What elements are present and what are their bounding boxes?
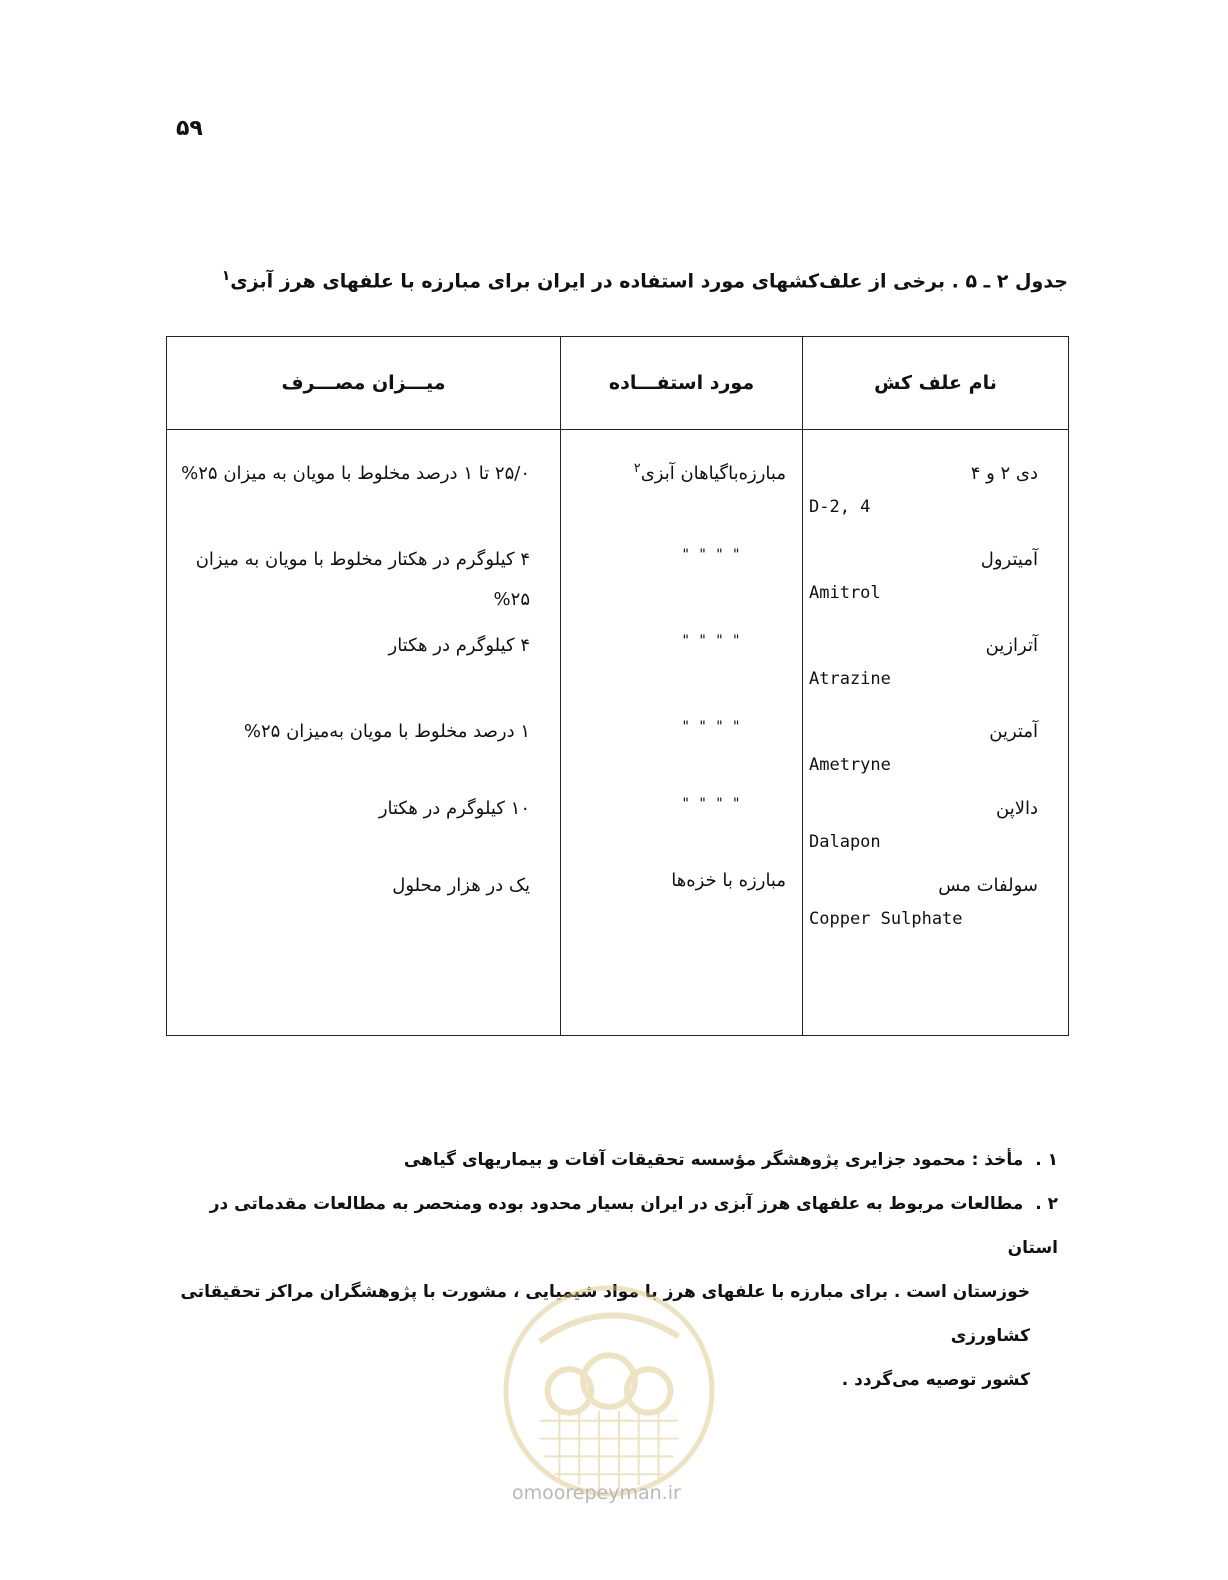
footnote-number: ۲ . xyxy=(1035,1194,1058,1214)
ditto-marks: " " " " xyxy=(681,719,741,735)
dose-text: ۴ کیلوگرم در هکتار xyxy=(388,635,530,656)
name-entry xyxy=(809,626,1038,712)
dose-text: یک در هزار محلول xyxy=(392,875,530,896)
dose-entry xyxy=(175,454,530,540)
table-header-row xyxy=(167,337,1069,430)
use-text: مبارزه با خزه‌ها xyxy=(671,870,786,891)
dose-entry xyxy=(175,712,530,789)
ditto-marks: " " " " xyxy=(681,633,741,649)
footnote-text-line: کشور توصیه می‌گردد . xyxy=(841,1370,1030,1390)
use-text: مبارزه‌باگیاهان آبزی xyxy=(640,463,786,484)
header-use: مورد استفـــادە xyxy=(561,337,803,430)
herbicide-name-fa: دالاپن xyxy=(996,798,1038,819)
footnote-text-line: مطالعات مربوط به علفهای هرز آبزی در ایران بسیار محدود بوده ومنحصر به مطالعات مقدماتی در استان xyxy=(209,1194,1058,1258)
dose-entry xyxy=(175,540,530,626)
herbicide-table xyxy=(166,336,1069,1036)
use-entry xyxy=(569,789,786,866)
herbicide-name-fa: سولفات مس xyxy=(938,875,1038,896)
use-column xyxy=(561,430,803,1036)
table-caption xyxy=(168,268,1068,292)
use-entry xyxy=(569,454,786,540)
header-dose: میـــزان مصـــرف xyxy=(167,337,561,430)
herbicide-name-en: Copper Sulphate xyxy=(809,909,963,929)
footnote-text-line: خوزستان است . برای مبارزه با علفهای هرز با مواد شیمیایی ، مشورت با پژوهشگران مراکز تحقیقاتی کشاورزی xyxy=(180,1282,1030,1346)
herbicide-name-fa: آمیترول xyxy=(980,549,1038,570)
watermark-url: omoorepeyman.ir xyxy=(512,1482,681,1504)
dose-text: ۱ درصد مخلوط با مویان به‌میزان ۲۵% xyxy=(243,721,530,742)
name-column xyxy=(803,430,1069,1036)
name-entry xyxy=(809,540,1038,626)
dose-entry xyxy=(175,866,530,952)
caption-footnote-mark: ۱ xyxy=(221,268,231,284)
name-entry xyxy=(809,712,1038,789)
dose-column xyxy=(167,430,561,1036)
herbicide-name-en: D-2, 4 xyxy=(809,497,871,517)
name-entry xyxy=(809,789,1038,866)
use-entry xyxy=(569,712,786,789)
dose-text: ۲۵/۰ تا ۱ درصد مخلوط با مویان به میزان ۲۵% xyxy=(181,463,530,484)
herbicide-name-fa: آترازین xyxy=(985,635,1038,656)
herbicide-name-en: Amitrol xyxy=(809,583,881,603)
use-entry xyxy=(569,540,786,626)
dose-text: ۱۰ کیلوگرم در هکتار xyxy=(378,798,530,819)
herbicide-name-fa: آمترین xyxy=(989,721,1038,742)
table-body xyxy=(167,430,1069,1036)
name-entry xyxy=(809,866,1038,952)
herbicide-name-fa: دی ۲ و ۴ xyxy=(970,463,1038,484)
dose-entry xyxy=(175,789,530,866)
dose-entry xyxy=(175,626,530,712)
watermark-logo xyxy=(500,1282,718,1500)
header-name: نام علف کش xyxy=(803,337,1069,430)
use-footnote-mark: ۲ xyxy=(633,461,641,476)
use-entry xyxy=(569,866,786,952)
herbicide-name-en: Dalapon xyxy=(809,832,881,852)
ditto-marks: " " " " xyxy=(681,796,741,812)
dose-text: ۴ کیلوگرم در هکتار مخلوط با مویان به میزان ۲۵% xyxy=(195,549,530,610)
name-entry xyxy=(809,454,1038,540)
footnote-number: ۱ . xyxy=(1035,1150,1058,1170)
ditto-marks: " " " " xyxy=(681,547,741,563)
herbicide-name-en: Ametryne xyxy=(809,755,891,775)
footnote-text: مأخذ : محمود جزایری پژوهشگر مؤسسه تحقیقات آفات و بیماریهای گیاهی xyxy=(403,1150,1024,1170)
use-entry xyxy=(569,626,786,712)
caption-text: جدول ۲ ـ ۵ . برخی از علف‌کشهای مورد استفاده در ایران برای مبارزه با علفهای هرز آبزی xyxy=(230,270,1068,293)
page-number: ۵۹ xyxy=(176,116,203,141)
herbicide-name-en: Atrazine xyxy=(809,669,891,689)
footnote-1 xyxy=(158,1138,1058,1182)
